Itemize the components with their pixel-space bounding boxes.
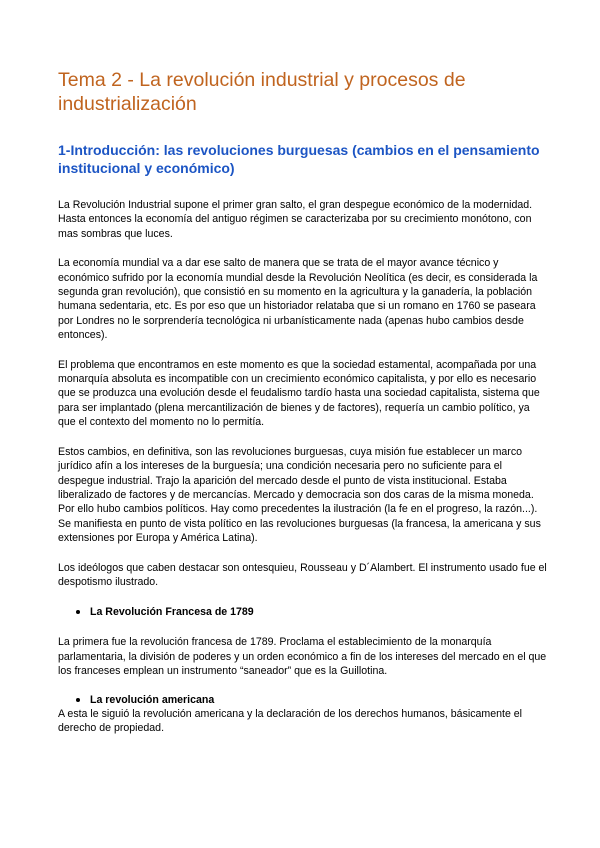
document-page [58, 68, 548, 735]
paragraph-economy: La economía mundial va a dar ese salto de manera que se trata de el mayor avance técnico y económico sufrido por la economía mundial desde la Revolución Neolítica (es decir, es considerada la segunda gran revolución), que consistió en su momento en la agricultura y la ganadería, la población humana sedentaria, etc. Es por eso que un historiador relataba que si un romano en 1760 se paseara por Londres no le sorprendería tecnológica ni urbanísticamente nada (apenas hubo cambios desde entonces). [58, 257, 538, 342]
bullet-heading: La revolución americana [90, 693, 215, 706]
paragraph-changes: Estos cambios, en definitiva, son las revoluciones burguesas, cuya misión fue establecer un marco jurídico afín a los intereses de la burguesía; una condición necesaria pero no suficiente para el despegue industrial. Trajo la aparición del mercado desde el punto de vista institucional. Estaba liberalizado de factores y de mercancías. Mercado y democracia son dos caras de la misma moneda. Por ello hubo cambios políticos. Hay como precedentes la ilustración (la fe en el progreso, la razón...). Se manifiesta en punto de vista político en las revoluciones burguesas (la francesa, la americana y sus extensiones por Europa y América Latina). [58, 445, 541, 545]
page-title: Tema 2 - La revolución industrial y procesos de industrialización [58, 69, 466, 115]
section-heading: 1-Introducción: las revoluciones burguesas (cambios en el pensamiento institucional y económico) [58, 142, 540, 176]
bullet-dot-icon [76, 698, 80, 702]
bullet-dot-icon [76, 610, 80, 614]
paragraph-problem: El problema que encontramos en este momento es que la sociedad estamental, acompañada por una monarquía absoluta es incompatible con un crecimiento económico capitalista, y por ello es necesario que se produzca una evolución desde el feudalismo tardío hasta una sociedad capitalista, sistema que para ser implantado (plena mercantilización de bienes y de factores), requería un cambio político, ya que el contexto del momento no lo permitía. [58, 358, 540, 429]
bullet-heading: La Revolución Francesa de 1789 [90, 606, 254, 619]
paragraph-american-revolution: A esta le siguió la revolución americana y la declaración de los derechos humanos, básicamente el derecho de propiedad. [58, 707, 523, 734]
paragraph-ideologues: Los ideólogos que caben destacar son ontesquieu, Rousseau y D´Alambert. El instrumento usado fue el despotismo ilustrado. [58, 561, 547, 588]
bullet-american-revolution [76, 693, 548, 707]
paragraph-intro: La Revolución Industrial supone el primer gran salto, el gran despegue económico de la modernidad. Hasta entonces la economía del antiguo régimen se caracterizaba por su crecimiento monótono, con mas sombras que luces. [58, 199, 533, 240]
bullet-french-revolution [76, 605, 548, 619]
paragraph-french-revolution: La primera fue la revolución francesa de 1789. Proclama el establecimiento de la monarquía parlamentaria, la división de poderes y un orden económico a fin de los intereses del mercado en el que los franceses emplean un instrumento “saneador” que es la Guillotina. [58, 636, 547, 678]
